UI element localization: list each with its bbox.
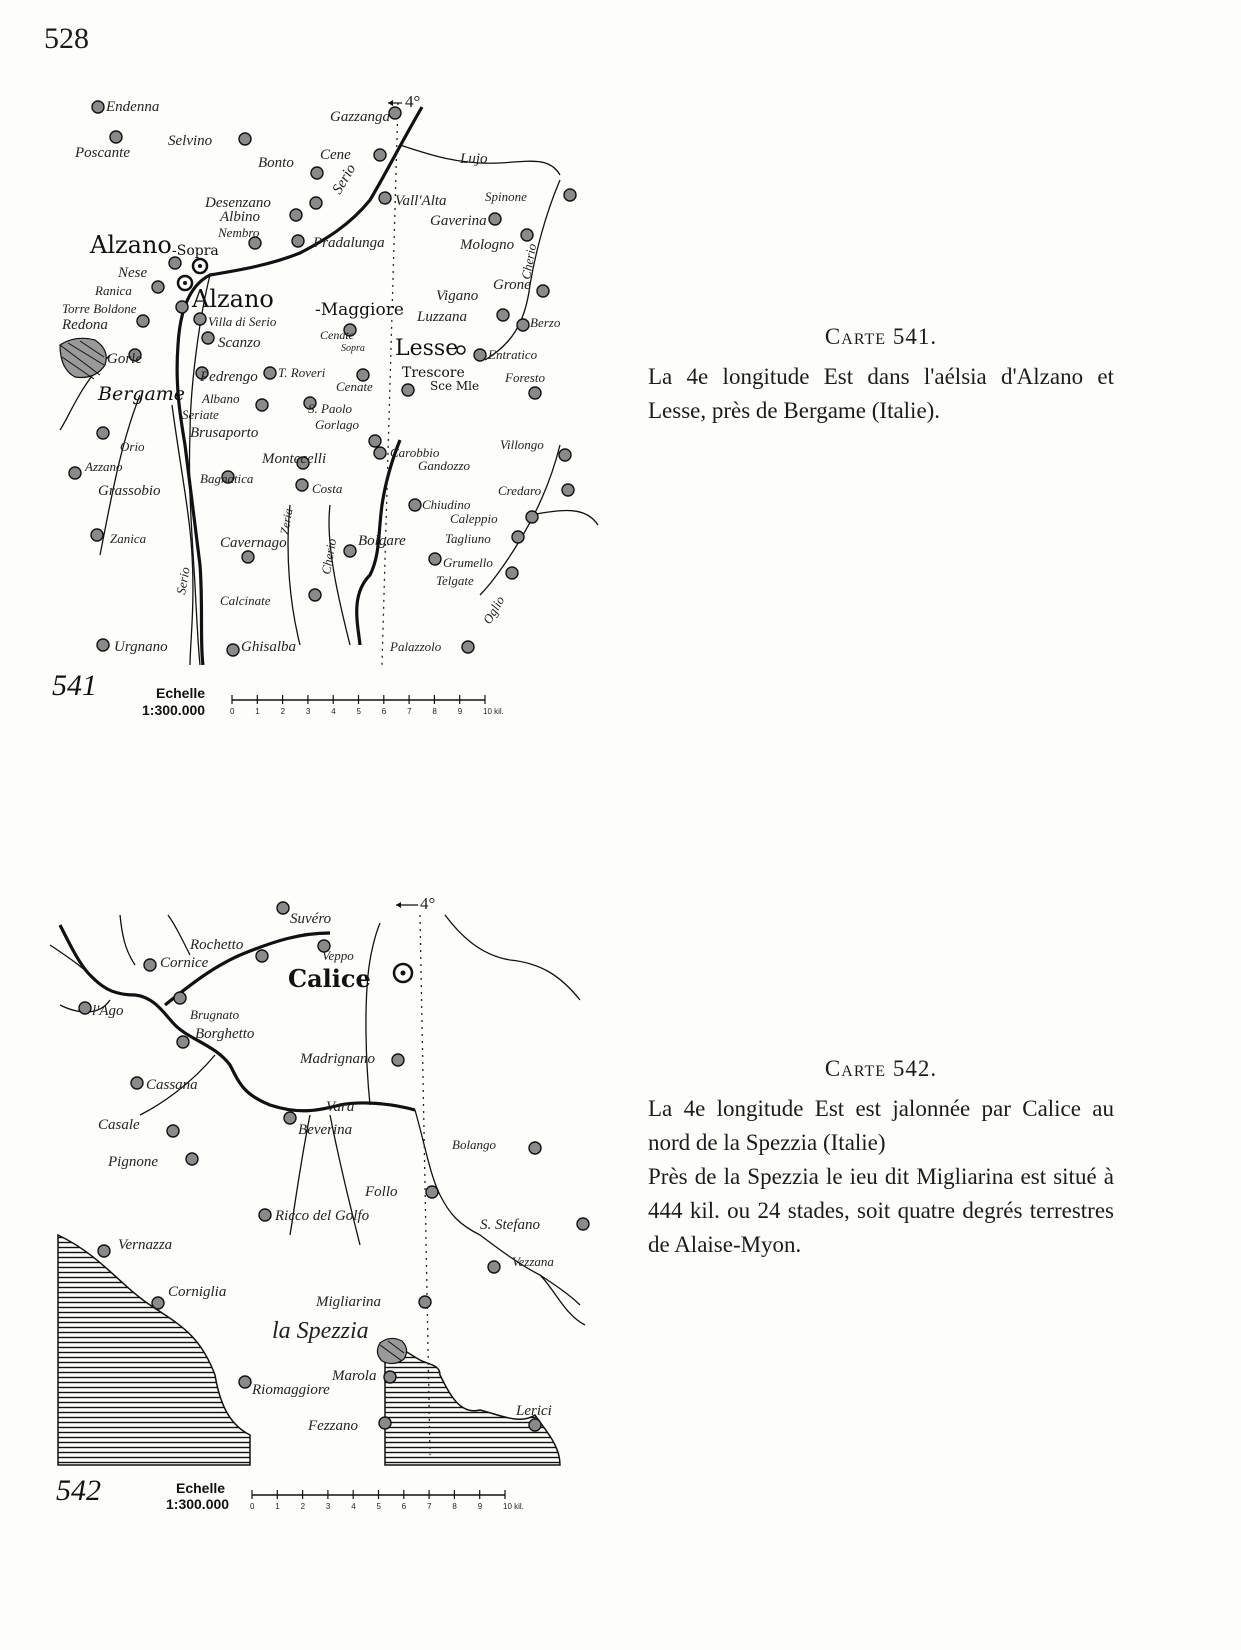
label-lago: l'Ago	[92, 1003, 124, 1019]
dot-poscante	[110, 131, 122, 143]
label-pignone: Pignone	[108, 1154, 158, 1170]
label-sopra: -Sopra	[172, 243, 219, 259]
label-mologno: Mologno	[460, 237, 515, 253]
scale-tick-label: 8	[452, 1502, 457, 1511]
dot-scanzo	[202, 332, 214, 344]
dot-lerici	[529, 1419, 541, 1431]
label-grumello: Grumello	[443, 555, 493, 570]
label-vezzana: Vezzana	[512, 1254, 554, 1269]
dot-bolgare	[344, 545, 356, 557]
meridian-marker	[396, 894, 435, 913]
dot-follo	[426, 1186, 438, 1198]
caption-text-542-a: La 4e longitude Est est jalonnée par Calice au nord de la Spezzia (Italie)	[648, 1096, 1114, 1155]
label-albano: Albano	[202, 391, 240, 406]
label-entratico: Entratico	[488, 347, 538, 362]
place-labels	[61, 99, 561, 655]
label-redona: Redona	[62, 317, 108, 333]
scale-tick-label: 0	[250, 1502, 255, 1511]
dot-entratico	[474, 349, 486, 361]
label-madrignano: Madrignano	[300, 1051, 375, 1067]
map-number-542: 542	[56, 1474, 101, 1507]
dot-orio	[97, 427, 109, 439]
label-telgate: Telgate	[436, 573, 474, 588]
label-alzano-maggiore: Alzano	[192, 285, 274, 313]
scale-tick-label: 6	[401, 1502, 407, 1511]
meridian-label-541: 4°	[405, 92, 421, 111]
label-brugnato: Brugnato	[190, 1007, 240, 1022]
label-cherio-north: Cherio	[518, 242, 540, 281]
dot-villongo	[559, 449, 571, 461]
label-cassana: Cassana	[146, 1077, 198, 1093]
label-costa: Costa	[312, 481, 343, 496]
label-urgnano: Urgnano	[114, 639, 168, 655]
dot-berzo	[517, 319, 529, 331]
dot-albano	[256, 399, 268, 411]
dot-gaverina	[489, 213, 501, 225]
label-zanica: Zanica	[110, 531, 147, 546]
label-s-paolo: S. Paolo	[308, 401, 353, 416]
dot-cavernago	[242, 551, 254, 563]
dot-grumello	[429, 553, 441, 565]
label-albino: Albino	[220, 209, 260, 225]
dot-vallalta	[379, 192, 391, 204]
label-azzano: Azzano	[85, 459, 123, 474]
caption-text-541: La 4e longitude Est dans l'aélsia d'Alzano et Lesse, près de Bergame (Italie).	[648, 364, 1114, 423]
dot-endenna	[92, 101, 104, 113]
label-gazzanga: Gazzanga	[330, 109, 391, 125]
caption-542	[648, 1052, 1114, 1262]
label-vernazza: Vernazza	[118, 1237, 173, 1253]
caption-title-541: Carte 541.	[824, 324, 938, 349]
dot-pradalunga	[292, 235, 304, 247]
dot-credaro	[562, 484, 574, 496]
dot-mologno	[521, 229, 533, 241]
scale-bar-541	[142, 685, 504, 718]
label-marola: Marola	[332, 1368, 377, 1384]
dot-ricco	[259, 1209, 271, 1221]
label-rochetto: Rochetto	[190, 937, 244, 953]
label-vara: Vara	[326, 1099, 355, 1115]
dot-telgate	[506, 567, 518, 579]
dot-casale	[167, 1125, 179, 1137]
dot-palazzolo	[462, 641, 474, 653]
scale-tick-label: 3	[325, 1502, 331, 1511]
scale-tick-label: 10 kil.	[503, 1502, 524, 1511]
label-t-roveri: T. Roveri	[278, 365, 326, 380]
label-lujo: Lujo	[460, 151, 488, 167]
dot-spinone	[564, 189, 576, 201]
caption-title-542: Carte 542.	[824, 1056, 938, 1081]
scale-tick-label: 5	[356, 707, 361, 716]
label-gorle: Gorle	[107, 351, 142, 367]
label-cenate: Cenate	[336, 379, 373, 394]
label-gandozzo: Gandozzo	[418, 458, 471, 473]
dot-desenzano	[310, 197, 322, 209]
dot-pignone	[186, 1153, 198, 1165]
dot-s-stefano	[577, 1218, 589, 1230]
dot-gazzanga	[389, 107, 401, 119]
label-calcinate: Calcinate	[220, 593, 271, 608]
label-poscante: Poscante	[75, 145, 130, 161]
label-pedrengo: Pedrengo	[200, 369, 258, 385]
caption-text-542-b: Près de la Spezzia le ieu dit Migliarina est situé à 444 kil. ou 24 stades, soit quatre degrés terrestres de Alaise-Myon.	[648, 1164, 1114, 1257]
label-migliarina: Migliarina	[316, 1294, 382, 1310]
scale-tick-label: 1	[255, 707, 260, 716]
scale-tick-label: 6	[381, 707, 387, 716]
label-villa-serio: Villa di Serio	[208, 314, 277, 329]
scale-ratio-542: 1:300.000	[166, 1496, 230, 1512]
label-endenna: Endenna	[106, 99, 160, 115]
dot-redona	[137, 315, 149, 327]
label-borghetto: Borghetto	[195, 1026, 255, 1042]
dot-zanica	[91, 529, 103, 541]
label-spinone: Spinone	[485, 189, 527, 204]
dot-bolango	[529, 1142, 541, 1154]
dot-suvero	[277, 902, 289, 914]
label-bolgare: Bolgare	[358, 533, 406, 549]
label-nese: Nese	[118, 265, 148, 281]
dot-trescore	[402, 384, 414, 396]
label-zeria: Zeria	[277, 507, 296, 536]
dot-bonto	[311, 167, 323, 179]
label-scanzo: Scanzo	[218, 335, 261, 351]
label-ricco: Ricco del Golfo	[275, 1208, 370, 1224]
label-alzano-sopra: Alzano	[90, 231, 172, 259]
label-riomaggiore: Riomaggiore	[252, 1382, 330, 1398]
dot-cene	[374, 149, 386, 161]
label-villongo: Villongo	[500, 437, 544, 452]
dot-azzano	[69, 467, 81, 479]
dot-ghisalba	[227, 644, 239, 656]
dot-borghetto	[177, 1036, 189, 1048]
label-desenzano: Desenzano	[205, 195, 271, 211]
label-cherio-south: Cherio	[318, 537, 340, 576]
label-vallalta: Vall'Alta	[395, 193, 447, 209]
label-gaverina: Gaverina	[430, 213, 487, 229]
label-grassobio: Grassobio	[98, 483, 161, 499]
label-credaro: Credaro	[498, 483, 542, 498]
map-542	[40, 894, 600, 1525]
map-number-541: 541	[52, 669, 97, 702]
dot-beverina	[284, 1112, 296, 1124]
label-corniglia: Corniglia	[168, 1284, 227, 1300]
dot-vernazza	[98, 1245, 110, 1257]
dot-selvino	[239, 133, 251, 145]
label-cornice: Cornice	[160, 955, 209, 971]
dot-riomaggiore	[239, 1376, 251, 1388]
scale-ratio-541: 1:300.000	[142, 702, 206, 718]
label-cenate-sopra-b: Sopra	[341, 343, 365, 354]
label-trescore: Trescore	[402, 365, 465, 381]
label-brusaporto: Brusaporto	[190, 425, 259, 441]
label-torre-boldone: Torre Boldone	[62, 301, 137, 316]
spezzia-city-block	[377, 1338, 406, 1363]
dot-brugnato	[174, 992, 186, 1004]
dot-costa	[296, 479, 308, 491]
label-montecelli: Montecelli	[262, 451, 327, 467]
scale-tick-label: 1	[275, 1502, 280, 1511]
dot-carobbio	[374, 447, 386, 459]
label-tagliuno: Tagliuno	[445, 531, 491, 546]
dot-madrignano	[392, 1054, 404, 1066]
dot-gorlago	[369, 435, 381, 447]
big-labels	[272, 964, 371, 1344]
dot-migliarina	[419, 1296, 431, 1308]
scale-tick-label: 9	[477, 1502, 483, 1511]
scale-tick-label: 4	[331, 707, 336, 716]
label-ghisalba: Ghisalba	[241, 639, 297, 655]
dot-rochetto	[256, 950, 268, 962]
scale-tick-label: 7	[427, 1502, 432, 1511]
dot-foresto	[529, 387, 541, 399]
scale-tick-label: 5	[376, 1502, 381, 1511]
scale-tick-label: 0	[230, 707, 235, 716]
label-serio-north: Serio	[329, 161, 360, 197]
dot-cassana	[131, 1077, 143, 1089]
label-gorlago: Gorlago	[315, 417, 360, 432]
dot-chiudino	[409, 499, 421, 511]
scale-label-542: Echelle	[176, 1480, 226, 1496]
label-fezzano: Fezzano	[308, 1418, 358, 1434]
dot-fezzano	[379, 1417, 391, 1429]
label-nembro: Nembro	[218, 225, 260, 240]
meridian-line	[382, 103, 398, 665]
label-bergame: Bergame	[98, 383, 186, 405]
scale-tick-label: 7	[407, 707, 412, 716]
dot-torre-boldone	[176, 301, 188, 313]
label-lerici: Lerici	[516, 1403, 552, 1419]
label-veppo: Veppo	[322, 948, 354, 963]
dot-ranica	[152, 281, 164, 293]
dot-villa-serio	[194, 313, 206, 325]
label-chiudino: Chiudino	[422, 497, 471, 512]
sea-west	[58, 1235, 250, 1465]
label-carobbio: Carobbio	[390, 445, 440, 460]
dot-calcinate	[309, 589, 321, 601]
dot-tagliuno	[512, 531, 524, 543]
label-foresto: Foresto	[505, 370, 545, 385]
label-luzzana: Luzzana	[417, 309, 468, 325]
dot-t-roveri	[264, 367, 276, 379]
label-caleppio: Caleppio	[450, 511, 498, 526]
label-oglio: Oglio	[479, 593, 508, 627]
label-trescore-sub: Sce Mle	[430, 379, 480, 393]
dot-urgnano	[97, 639, 109, 651]
label-berzo: Berzo	[530, 315, 561, 330]
label-la-spezzia: la Spezzia	[272, 1318, 369, 1344]
label-cene: Cene	[320, 147, 351, 163]
meridian-label-542: 4°	[420, 894, 436, 913]
scale-tick-label: 2	[280, 707, 286, 716]
dot-cornice	[144, 959, 156, 971]
label-bagnatica: Bagnatica	[200, 471, 254, 486]
dot-luzzana	[497, 309, 509, 321]
label-maggiore: -Maggiore	[315, 300, 404, 320]
scale-label-541: Echelle	[156, 685, 206, 701]
label-cenate-sopra-a: Cenate	[320, 328, 354, 342]
city-markers	[377, 964, 412, 1364]
label-s-stefano: S. Stefano	[480, 1217, 540, 1233]
label-serio-south: Serio	[173, 565, 193, 596]
dot-marola	[384, 1371, 396, 1383]
label-ranica: Ranica	[95, 283, 132, 298]
dot-albino	[290, 209, 302, 221]
label-bonto: Bonto	[258, 155, 294, 171]
scale-tick-label: 4	[351, 1502, 356, 1511]
label-grone: Grone	[493, 277, 531, 293]
caption-541	[648, 320, 1114, 428]
scale-tick-label: 3	[305, 707, 311, 716]
scale-bar-542	[166, 1480, 524, 1512]
scale-tick-label: 10 kil.	[483, 707, 504, 716]
label-orio: Orio	[120, 439, 145, 454]
label-selvino: Selvino	[168, 133, 213, 149]
dot-lago	[79, 1002, 91, 1014]
page-number: 528	[44, 22, 89, 55]
scale-tick-label: 2	[300, 1502, 306, 1511]
dot-corniglia	[152, 1297, 164, 1309]
label-cavernago: Cavernago	[220, 535, 287, 551]
scale-tick-label: 9	[457, 707, 463, 716]
label-beverina: Beverina	[298, 1122, 353, 1138]
label-casale: Casale	[98, 1117, 140, 1133]
label-bolango: Bolango	[452, 1137, 497, 1152]
label-vigano: Vigano	[436, 288, 479, 304]
label-suvero: Suvéro	[290, 911, 332, 927]
dot-caleppio	[526, 511, 538, 523]
scale-tick-label: 8	[432, 707, 437, 716]
map-541	[40, 85, 600, 745]
dot-grone	[537, 285, 549, 297]
label-palazzolo: Palazzolo	[390, 639, 442, 654]
label-lesse: Lesse	[395, 336, 459, 361]
dot-vezzana	[488, 1261, 500, 1273]
label-follo: Follo	[365, 1184, 398, 1200]
label-seriate: Seriate	[182, 407, 219, 422]
label-calice: Calice	[288, 964, 371, 993]
label-pradalunga: Pradalunga	[313, 235, 385, 251]
